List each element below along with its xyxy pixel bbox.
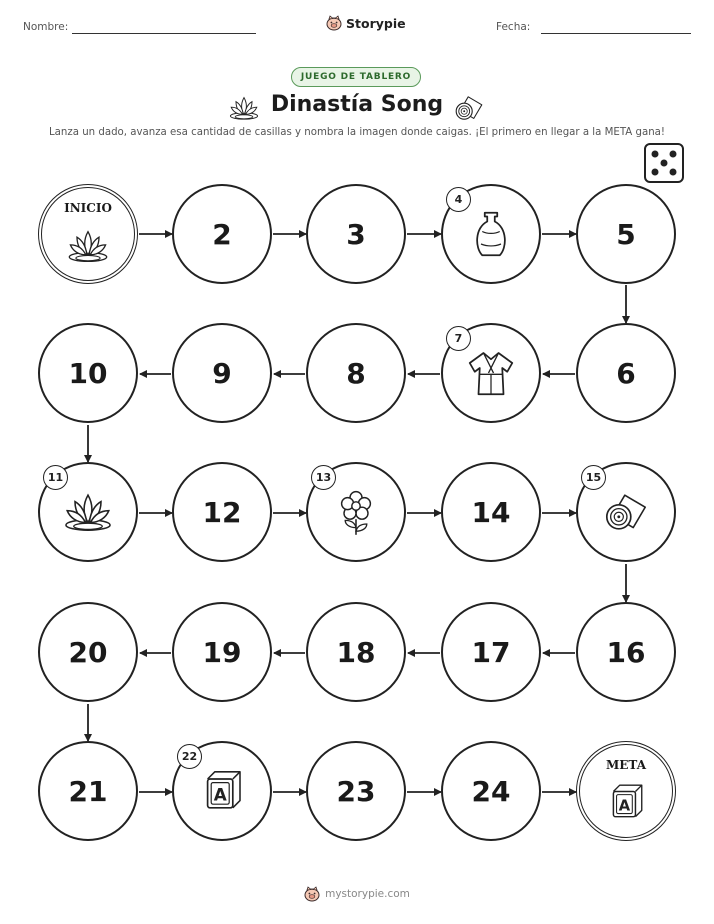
letter-block-icon [198, 767, 246, 815]
space-number: 11 [43, 465, 68, 490]
scroll-icon [602, 488, 650, 536]
space-20 [38, 602, 138, 702]
space-number: 13 [311, 465, 336, 490]
space-number: 9 [212, 356, 232, 390]
brand-name: Storypie [346, 15, 406, 31]
space-4 [441, 184, 541, 284]
space-16 [576, 602, 676, 702]
date-label: Fecha: [496, 21, 531, 33]
finish-label: META [605, 758, 646, 772]
start-label: INICIO [64, 201, 112, 215]
space-number: 5 [616, 217, 636, 251]
space-12 [172, 462, 272, 562]
space-number: 17 [471, 635, 511, 669]
instructions: Lanza un dado, avanza esa cantidad de casillas y nombra la imagen donde caigas. ¡El primero en llegar a la META gana! [49, 127, 665, 138]
category-badge: JUEGO DE TABLERO [291, 67, 421, 87]
space-10 [38, 323, 138, 423]
block-letter: A [213, 784, 227, 805]
space-22 [172, 741, 272, 841]
space-number: 23 [336, 774, 376, 808]
space-7 [441, 323, 541, 423]
space-5 [576, 184, 676, 284]
space-3 [306, 184, 406, 284]
space-11 [38, 462, 138, 562]
space-9 [172, 323, 272, 423]
letter-block-icon [605, 781, 647, 823]
footer-url[interactable]: mystorypie.com [325, 888, 410, 900]
robe-icon [466, 348, 516, 398]
space-2 [172, 184, 272, 284]
space-number: 3 [346, 217, 366, 251]
space-number: 6 [616, 356, 636, 390]
footer [0, 886, 714, 902]
space-number: 4 [446, 187, 471, 212]
space-number: 12 [202, 495, 242, 529]
lotus-icon [62, 486, 114, 538]
space-start [38, 184, 138, 284]
space-number: 14 [471, 495, 511, 529]
space-8 [306, 323, 406, 423]
space-finish [576, 741, 676, 841]
space-18 [306, 602, 406, 702]
space-number: 7 [446, 326, 471, 351]
space-number: 10 [68, 356, 108, 390]
piggy-icon [304, 886, 320, 902]
flower-icon [332, 488, 380, 536]
page-title: Dinastía Song [270, 92, 444, 117]
space-21 [38, 741, 138, 841]
space-number: 24 [471, 774, 511, 808]
space-number: 21 [68, 774, 108, 808]
space-23 [306, 741, 406, 841]
vase-icon [466, 209, 516, 259]
space-number: 8 [346, 356, 366, 390]
space-number: 19 [202, 635, 242, 669]
space-number: 2 [212, 217, 232, 251]
space-24 [441, 741, 541, 841]
space-14 [441, 462, 541, 562]
space-number: 22 [177, 744, 202, 769]
space-number: 15 [581, 465, 606, 490]
name-label: Nombre: [23, 21, 69, 33]
lotus-icon [66, 224, 110, 268]
space-number: 20 [68, 635, 108, 669]
space-number: 18 [336, 635, 376, 669]
space-6 [576, 323, 676, 423]
space-17 [441, 602, 541, 702]
space-19 [172, 602, 272, 702]
space-15 [576, 462, 676, 562]
space-13 [306, 462, 406, 562]
space-number: 16 [606, 635, 646, 669]
block-letter: A [618, 797, 631, 815]
